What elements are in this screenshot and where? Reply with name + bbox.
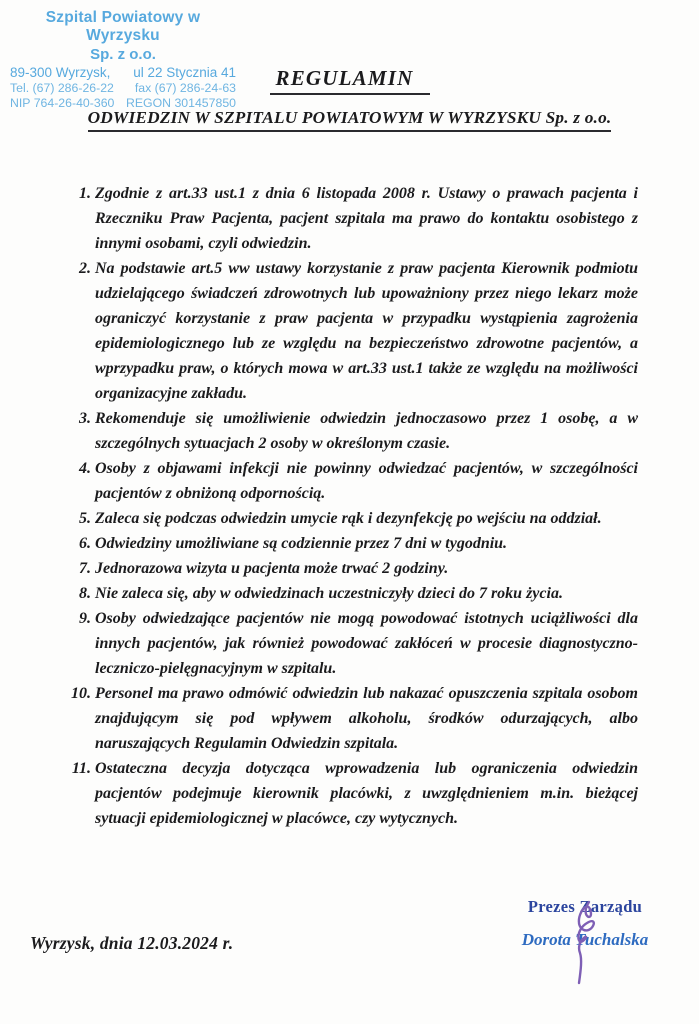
stamp-street: ul 22 Stycznia 41 bbox=[133, 65, 236, 81]
item-text: Zgodnie z art.33 ust.1 z dnia 6 listopada 2008 r. Ustawy o prawach pacjenta i Rzeczniku Praw Pacjenta, pacjent szpitala ma prawo do kontaktu osobistego z innymi osobami, czyli odwiedzin. bbox=[95, 185, 638, 252]
list-item bbox=[62, 756, 638, 831]
item-text: Ostateczna decyzja dotycząca wprowadzenia lub ograniczenia odwiedzin pacjentów podejmuje kierownik placówki, z uwzględnieniem m.in. bieżącej sytuacji epidemiologicznej w placówce, czy wytycznych. bbox=[95, 760, 638, 827]
title-row bbox=[0, 66, 699, 95]
regulations-list bbox=[62, 181, 638, 831]
item-text: Na podstawie art.5 ww ustawy korzystanie z praw pacjenta Kierownik podmiotu udzielającego świadczeń zdrowotnych lub upoważniony przez niego lekarz może ograniczyć korzystanie z praw pacjenta w przypadku wystąpienia zagrożenia epidemiologicznego lub ze względu na bezpieczeństwo zdrowotne pacjentów, a wprzypadku praw, o których mowa w art.33 ust.1 także ze względu na możliwości organizacyjne zakładu. bbox=[95, 260, 638, 402]
place-and-date: Wyrzysk, dnia 12.03.2024 r. bbox=[30, 933, 234, 953]
item-text: Personel ma prawo odmówić odwiedzin lub nakazać opuszczenia szpitala osobom znajdującym się pod wpływem alkoholu, środków odurzających, albo naruszających Regulamin Odwiedzin szpitala. bbox=[95, 685, 638, 752]
list-item bbox=[62, 406, 638, 456]
item-number: 5. bbox=[79, 510, 91, 527]
item-number: 9. bbox=[79, 610, 91, 627]
subtitle-row bbox=[0, 108, 699, 132]
list-item bbox=[62, 681, 638, 756]
item-text: Zaleca się podczas odwiedzin umycie rąk i dezynfekcję po wejściu na oddział. bbox=[95, 510, 602, 527]
list-item bbox=[62, 256, 638, 406]
signature-role: Prezes Zarządu bbox=[527, 897, 643, 916]
stamp-regon: REGON 301457850 bbox=[125, 95, 236, 110]
item-number: 10. bbox=[71, 685, 91, 702]
list-item bbox=[62, 581, 638, 606]
item-number: 7. bbox=[79, 560, 91, 577]
document-subtitle: ODWIEDZIN W SZPITALU POWIATOWYM W WYRZYSKU Sp. z o.o. bbox=[88, 108, 612, 132]
list-item bbox=[62, 181, 638, 256]
item-number: 8. bbox=[79, 585, 91, 602]
item-number: 1. bbox=[79, 185, 91, 202]
signature-name: Dorota Tuchalska bbox=[521, 930, 649, 949]
item-text: Jednorazowa wizyta u pacjenta może trwać 2 godziny. bbox=[95, 560, 449, 577]
item-number: 2. bbox=[79, 260, 91, 277]
stamp-hospital-name: Szpital Powiatowy w Wyrzysku bbox=[45, 9, 201, 45]
list-item bbox=[62, 531, 638, 556]
stamp-postal-city: 89-300 Wyrzysk, bbox=[10, 65, 111, 81]
list-item bbox=[62, 456, 638, 506]
stamp-fax: fax (67) 286-24-63 bbox=[134, 81, 236, 96]
item-text: Osoby z objawami infekcji nie powinny odwiedzać pacjentów, w szczególności pacjentów z obniżoną odpornością. bbox=[95, 460, 638, 502]
item-number: 3. bbox=[79, 410, 91, 427]
stamp-nip: NIP 764-26-40-360 bbox=[10, 95, 115, 110]
item-text: Nie zaleca się, aby w odwiedzinach uczestniczyły dzieci do 7 roku życia. bbox=[95, 585, 563, 602]
item-text: Osoby odwiedzające pacjentów nie mogą powodować istotnych uciążliwości dla innych pacjentów, jak również powodować zakłóceń w procesie diagnostyczno-leczniczo-pielęgnacyjnym w szpitalu. bbox=[95, 610, 638, 677]
list-item bbox=[62, 506, 638, 531]
list-item bbox=[62, 556, 638, 581]
list-item bbox=[62, 606, 638, 681]
stamp-phone: Tel. (67) 286-26-22 bbox=[10, 81, 114, 96]
stamp-company-suffix: Sp. z o.o. bbox=[90, 45, 156, 63]
item-number: 6. bbox=[79, 535, 91, 552]
item-number: 11. bbox=[71, 760, 91, 777]
signature-block bbox=[505, 897, 665, 950]
document-title: REGULAMIN bbox=[270, 66, 430, 95]
item-text: Rekomenduje się umożliwienie odwiedzin jednoczasowo przez 1 osobę, a w szczególnych sytuacjach 2 osoby w określonym czasie. bbox=[95, 410, 638, 452]
item-text: Odwiedziny umożliwiane są codziennie przez 7 dni w tygodniu. bbox=[95, 535, 508, 552]
item-number: 4. bbox=[79, 460, 91, 477]
